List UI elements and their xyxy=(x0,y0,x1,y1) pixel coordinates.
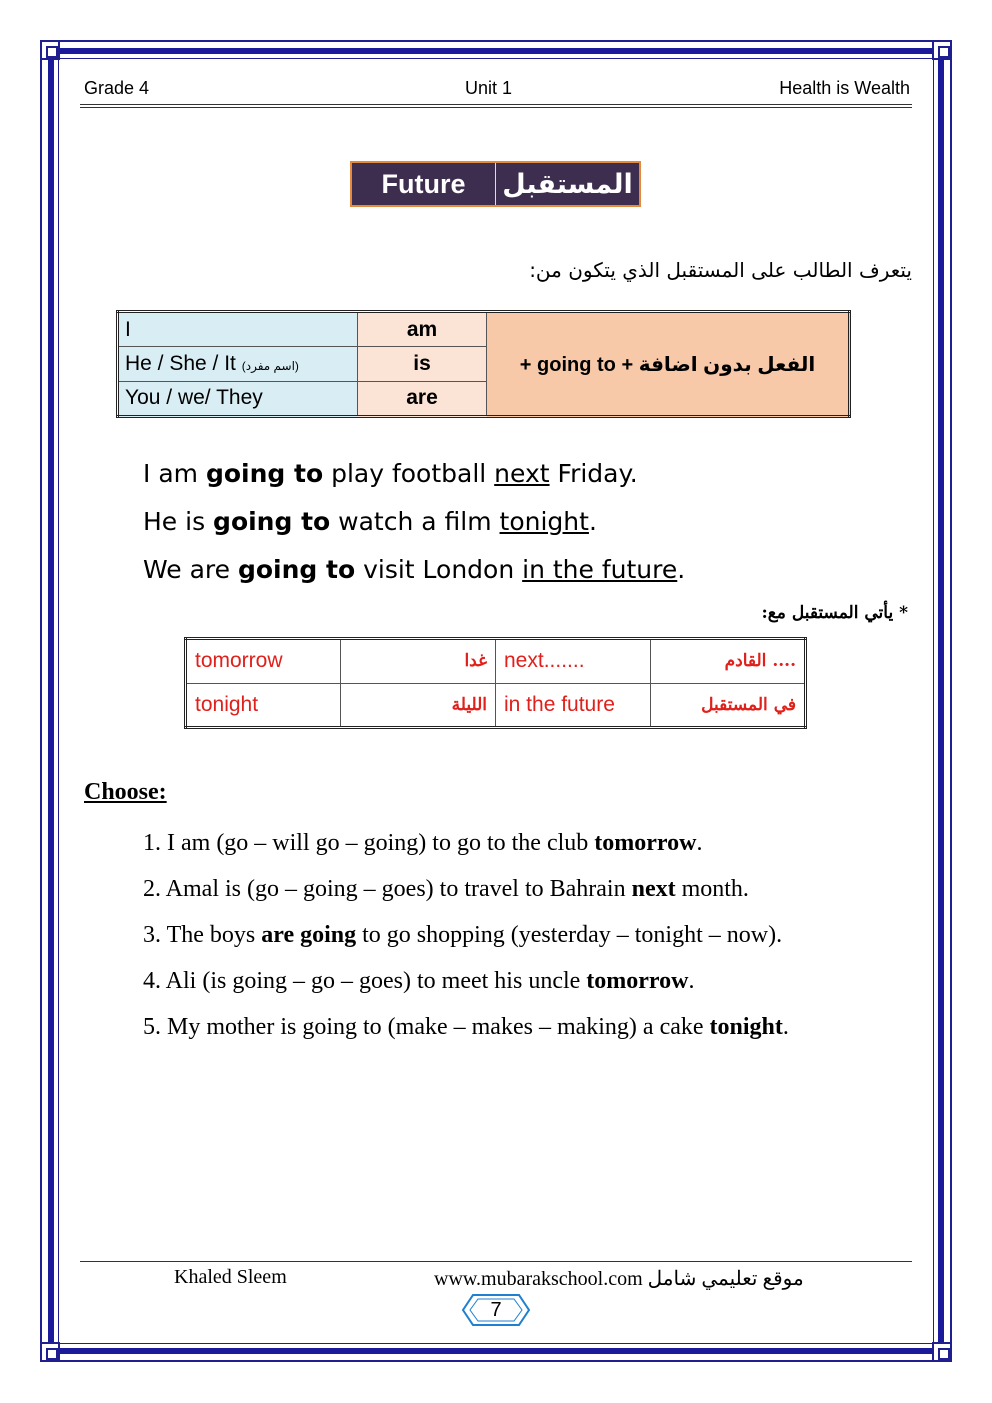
time-word-en: in the future xyxy=(496,683,651,728)
time-word-ar: الليلة xyxy=(341,683,496,728)
footer-author: Khaled Sleem xyxy=(174,1266,287,1288)
corner-ornament-icon xyxy=(932,1342,952,1362)
subject-text: He / She / It xyxy=(125,351,236,375)
time-word-ar: .... القادم xyxy=(651,639,806,684)
aux-cell: am xyxy=(358,312,487,347)
question-item: 4. Ali (is going – go – goes) to meet his uncle tomorrow. xyxy=(143,968,695,994)
question-item: 2. Amal is (go – going – goes) to travel to Bahrain next month. xyxy=(143,876,749,902)
page-number: 7 xyxy=(490,1299,502,1321)
rule-cell xyxy=(487,312,850,417)
footer-site: www.mubarakschool.com موقع تعليمي شامل xyxy=(434,1268,804,1290)
subject-cell xyxy=(118,312,358,347)
table-row xyxy=(118,312,850,347)
corner-ornament-icon xyxy=(932,40,952,60)
corner-ornament-icon xyxy=(40,40,60,60)
question-list xyxy=(143,820,789,1050)
time-word-en: tonight xyxy=(186,683,341,728)
question-item: 5. My mother is going to (make – makes – making) a cake tonight. xyxy=(143,1014,789,1040)
header-grade: Grade 4 xyxy=(84,78,150,98)
title-english: Future xyxy=(381,168,466,199)
corner-ornament-icon xyxy=(40,1342,60,1362)
header-divider xyxy=(80,104,912,105)
subject-cell xyxy=(118,347,358,381)
header-divider xyxy=(80,107,912,108)
aux-cell: is xyxy=(358,347,487,381)
header-topic: Health is Wealth xyxy=(779,78,910,98)
page-header xyxy=(84,78,910,104)
time-word-ar: في المستقبل xyxy=(651,683,806,728)
table-row xyxy=(186,683,806,728)
time-word-en: tomorrow xyxy=(186,639,341,684)
rule-arabic: الفعل بدون اضافة xyxy=(638,353,816,376)
subject-cell xyxy=(118,381,358,416)
subject-text: You / we/ They xyxy=(125,386,263,410)
question-item: 3. The boys are going to go shopping (yesterday – tonight – now). xyxy=(143,922,783,948)
footer-divider xyxy=(80,1261,912,1262)
subject-note: (اسم مفرد) xyxy=(241,358,299,373)
title-arabic: المستقبل xyxy=(502,168,633,199)
time-words-table xyxy=(184,637,807,729)
table-row xyxy=(186,639,806,684)
time-word-ar: غدا xyxy=(341,639,496,684)
choose-heading: Choose: xyxy=(84,779,167,805)
rule-english: + going to + xyxy=(519,353,634,376)
example-sentence: He is going to watch a film tonight. xyxy=(143,507,597,536)
subject-text: I xyxy=(125,317,131,341)
example-sentences xyxy=(143,450,685,594)
page-title xyxy=(350,161,641,207)
example-sentence: We are going to visit London in the future. xyxy=(143,555,686,584)
question-item: 1. I am (go – will go – going) to go to the club tomorrow. xyxy=(143,830,703,856)
future-form-table xyxy=(116,310,851,418)
time-word-en: next....... xyxy=(496,639,651,684)
time-words-note: * يأتي المستقبل مع: xyxy=(761,603,908,623)
page-number-badge xyxy=(461,1292,531,1328)
intro-text: يتعرف الطالب على المستقبل الذي يتكون من: xyxy=(529,258,912,282)
header-unit: Unit 1 xyxy=(465,78,513,98)
aux-cell: are xyxy=(358,381,487,416)
example-sentence: I am going to play football next Friday. xyxy=(143,459,638,488)
